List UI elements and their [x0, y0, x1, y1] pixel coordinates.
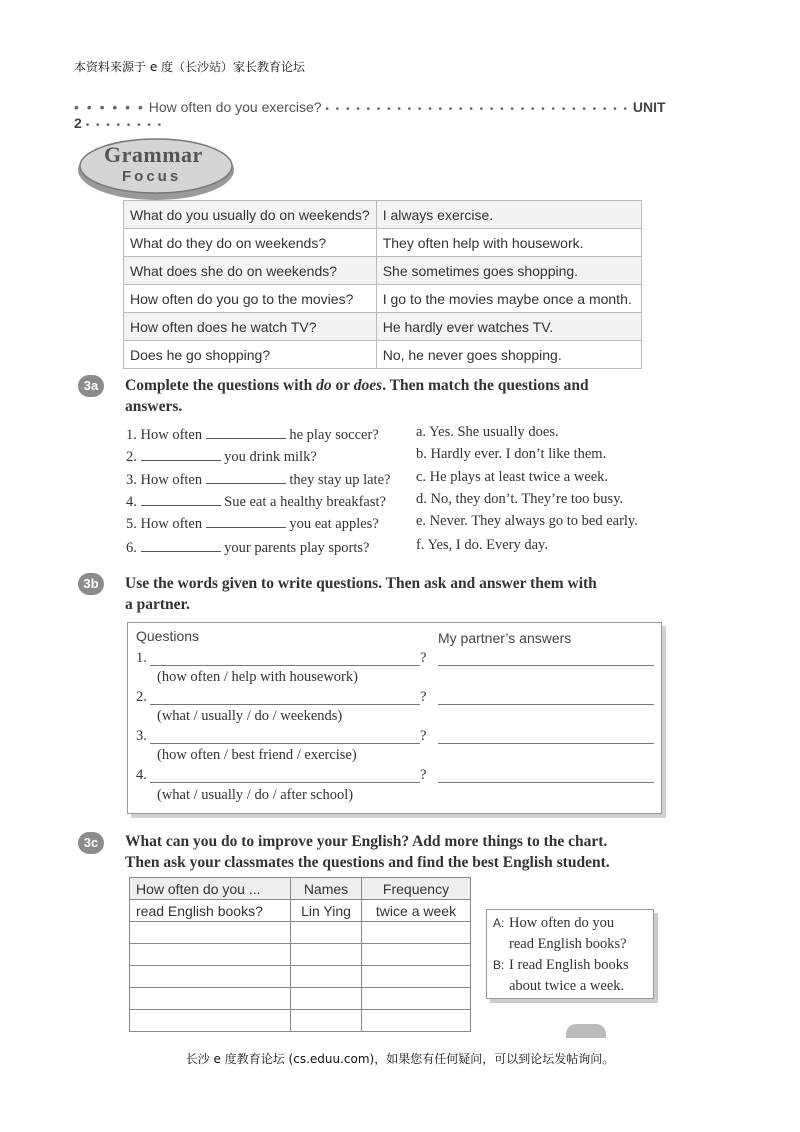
question-suffix: you drink milk? [224, 449, 317, 465]
grammar-table [123, 200, 642, 369]
table-cell: Lin Ying [291, 900, 362, 922]
question-line[interactable] [150, 665, 420, 666]
instr-does: does [353, 377, 383, 394]
question-3a-2 [126, 446, 317, 466]
table-row[interactable] [130, 922, 471, 944]
table-cell: read English books? [130, 900, 291, 922]
question-3a-4 [126, 491, 386, 511]
header-dots-right: • • • • • • • • [85, 120, 164, 131]
exercise-3c-instructions [125, 831, 665, 873]
table-cell[interactable] [130, 944, 291, 966]
question-suffix: he play soccer? [289, 427, 379, 443]
answer-option-b: b. Hardly ever. I don’t like them. [416, 446, 607, 462]
question-suffix: your parents play sports? [224, 540, 370, 556]
instr-text: Complete the questions with [125, 377, 317, 394]
grammar-question: How often does he watch TV? [124, 313, 377, 341]
grammar-answer: She sometimes goes shopping. [376, 257, 641, 285]
table-cell[interactable] [291, 988, 362, 1010]
question-3a-6 [126, 537, 370, 557]
question-prefix: 5. How often [126, 516, 203, 532]
question-suffix: they stay up late? [289, 472, 391, 488]
question-hint: (how often / best friend / exercise) [157, 747, 357, 763]
unit-label: UNIT 2 [74, 99, 666, 131]
table-cell[interactable] [291, 966, 362, 988]
item-number: 3. [136, 728, 147, 744]
footer-note: 长沙 e 度教育论坛 (cs.eduu.com)，如果您有任何疑问，可以到论坛发帖询问。 [185, 1052, 615, 1066]
table-cell[interactable] [291, 1010, 362, 1032]
speaker-a-label: A: [493, 916, 505, 930]
table-cell[interactable] [130, 922, 291, 944]
table-cell[interactable] [130, 1010, 291, 1032]
item-number: 2. [136, 689, 147, 705]
table-row[interactable] [130, 944, 471, 966]
table-row [124, 229, 642, 257]
answer-blank[interactable] [206, 513, 286, 528]
question-3a-3 [126, 469, 390, 489]
page-number-tab [566, 1024, 606, 1038]
header-dots-mid: • • • • • • • • • • • • • • • • • • • • • • • • • • • • • • [325, 104, 630, 115]
instr-text: answers. [125, 398, 183, 415]
lesson-title: How often do you exercise? [148, 99, 322, 115]
partner-answer-line[interactable] [438, 665, 654, 666]
survey-table [129, 877, 471, 1032]
answer-blank[interactable] [206, 469, 286, 484]
instr-text: What can you do to improve your English? Add more things to the chart. [125, 833, 608, 850]
partner-answer-line[interactable] [438, 743, 654, 744]
exercise-3c-marker: 3c [78, 832, 104, 854]
question-suffix: you eat apples? [289, 516, 379, 532]
column-header: Names [291, 878, 362, 900]
grammar-question: What do they do on weekends? [124, 229, 377, 257]
table-cell[interactable] [291, 944, 362, 966]
question-mark: ? [420, 767, 427, 783]
question-prefix: 2. [126, 449, 137, 465]
question-prefix: 6. [126, 540, 137, 556]
question-3a-1 [126, 424, 379, 444]
answer-blank[interactable] [141, 446, 221, 461]
grammar-question: How often do you go to the movies? [124, 285, 377, 313]
table-cell[interactable] [130, 966, 291, 988]
answer-option-c: c. He plays at least twice a week. [416, 469, 609, 485]
grammar-answer: I go to the movies maybe once a month. [376, 285, 641, 313]
question-hint: (what / usually / do / weekends) [157, 708, 343, 724]
table-cell[interactable] [362, 922, 471, 944]
exercise-3b-instructions [125, 573, 665, 615]
example-dialog [486, 909, 654, 999]
question-line[interactable] [150, 782, 420, 783]
question-prefix: 4. [126, 494, 137, 510]
table-row[interactable] [130, 1010, 471, 1032]
speaker-b-label: B: [493, 958, 505, 972]
question-mark: ? [420, 689, 427, 705]
grammar-answer: No, he never goes shopping. [376, 341, 641, 369]
speaker-a-line2: read English books? [509, 936, 627, 952]
grammar-answer: I always exercise. [376, 201, 641, 229]
table-row[interactable] [130, 988, 471, 1010]
speaker-b-line1: I read English books [509, 957, 629, 973]
instr-text: a partner. [125, 596, 190, 613]
table-cell: twice a week [362, 900, 471, 922]
question-hint: (what / usually / do / after school) [157, 787, 354, 803]
question-line[interactable] [150, 704, 420, 705]
partner-answers-header: My partner’s answers [438, 630, 572, 646]
table-cell[interactable] [362, 966, 471, 988]
column-header: How often do you ... [130, 878, 291, 900]
question-line[interactable] [150, 743, 420, 744]
table-row [130, 900, 471, 922]
question-3a-5 [126, 513, 379, 533]
answer-option-d: d. No, they don’t. They’re too busy. [416, 491, 624, 507]
table-header-row [130, 878, 471, 900]
grammar-answer: They often help with housework. [376, 229, 641, 257]
unit-header [74, 99, 670, 131]
instr-text: . Then match the questions and [382, 377, 589, 394]
item-number: 4. [136, 767, 147, 783]
exercise-3a-instructions [125, 375, 665, 417]
instr-or: or [331, 377, 354, 394]
item-number: 1. [136, 650, 147, 666]
exercise-3b-marker: 3b [78, 573, 104, 595]
table-cell[interactable] [291, 922, 362, 944]
instr-text: Then ask your classmates the questions and find the best English student. [125, 854, 610, 871]
answer-option-e: e. Never. They always go to bed early. [416, 513, 638, 529]
focus-subtitle: Focus [122, 168, 182, 185]
table-row[interactable] [130, 966, 471, 988]
partner-answer-line[interactable] [438, 704, 654, 705]
question-prefix: 3. How often [126, 472, 203, 488]
instr-text: Use the words given to write questions. Then ask and answer them with [125, 575, 597, 592]
answer-blank[interactable] [206, 424, 286, 439]
question-mark: ? [420, 728, 427, 744]
answer-option-a: a. Yes. She usually does. [416, 424, 559, 440]
table-cell[interactable] [362, 1010, 471, 1032]
partner-answer-line[interactable] [438, 782, 654, 783]
table-cell[interactable] [130, 988, 291, 1010]
column-header: Frequency [362, 878, 471, 900]
table-row [124, 201, 642, 229]
grammar-question: What do you usually do on weekends? [124, 201, 377, 229]
grammar-title: Grammar [104, 142, 203, 167]
question-suffix: Sue eat a healthy breakfast? [224, 494, 386, 510]
source-note: 本资料来源于 e 度（长沙站）家长教育论坛 [74, 60, 306, 74]
question-prefix: 1. How often [126, 427, 203, 443]
exercise-3a-marker: 3a [78, 375, 104, 397]
table-row [124, 341, 642, 369]
question-mark: ? [420, 650, 427, 666]
table-cell[interactable] [362, 944, 471, 966]
question-hint: (how often / help with housework) [157, 669, 358, 685]
header-dots-left: • • • • • • [74, 99, 145, 115]
grammar-question: What does she do on weekends? [124, 257, 377, 285]
table-cell[interactable] [362, 988, 471, 1010]
grammar-answer: He hardly ever watches TV. [376, 313, 641, 341]
answer-option-f: f. Yes, I do. Every day. [416, 537, 548, 553]
answer-blank[interactable] [141, 491, 221, 506]
instr-do: do [316, 377, 332, 394]
speaker-a-line1: How often do you [509, 915, 615, 931]
questions-header: Questions [136, 628, 200, 644]
answer-blank[interactable] [141, 537, 221, 552]
table-row [124, 257, 642, 285]
table-row [124, 285, 642, 313]
table-row [124, 313, 642, 341]
speaker-b-line2: about twice a week. [509, 978, 625, 994]
grammar-question: Does he go shopping? [124, 341, 377, 369]
